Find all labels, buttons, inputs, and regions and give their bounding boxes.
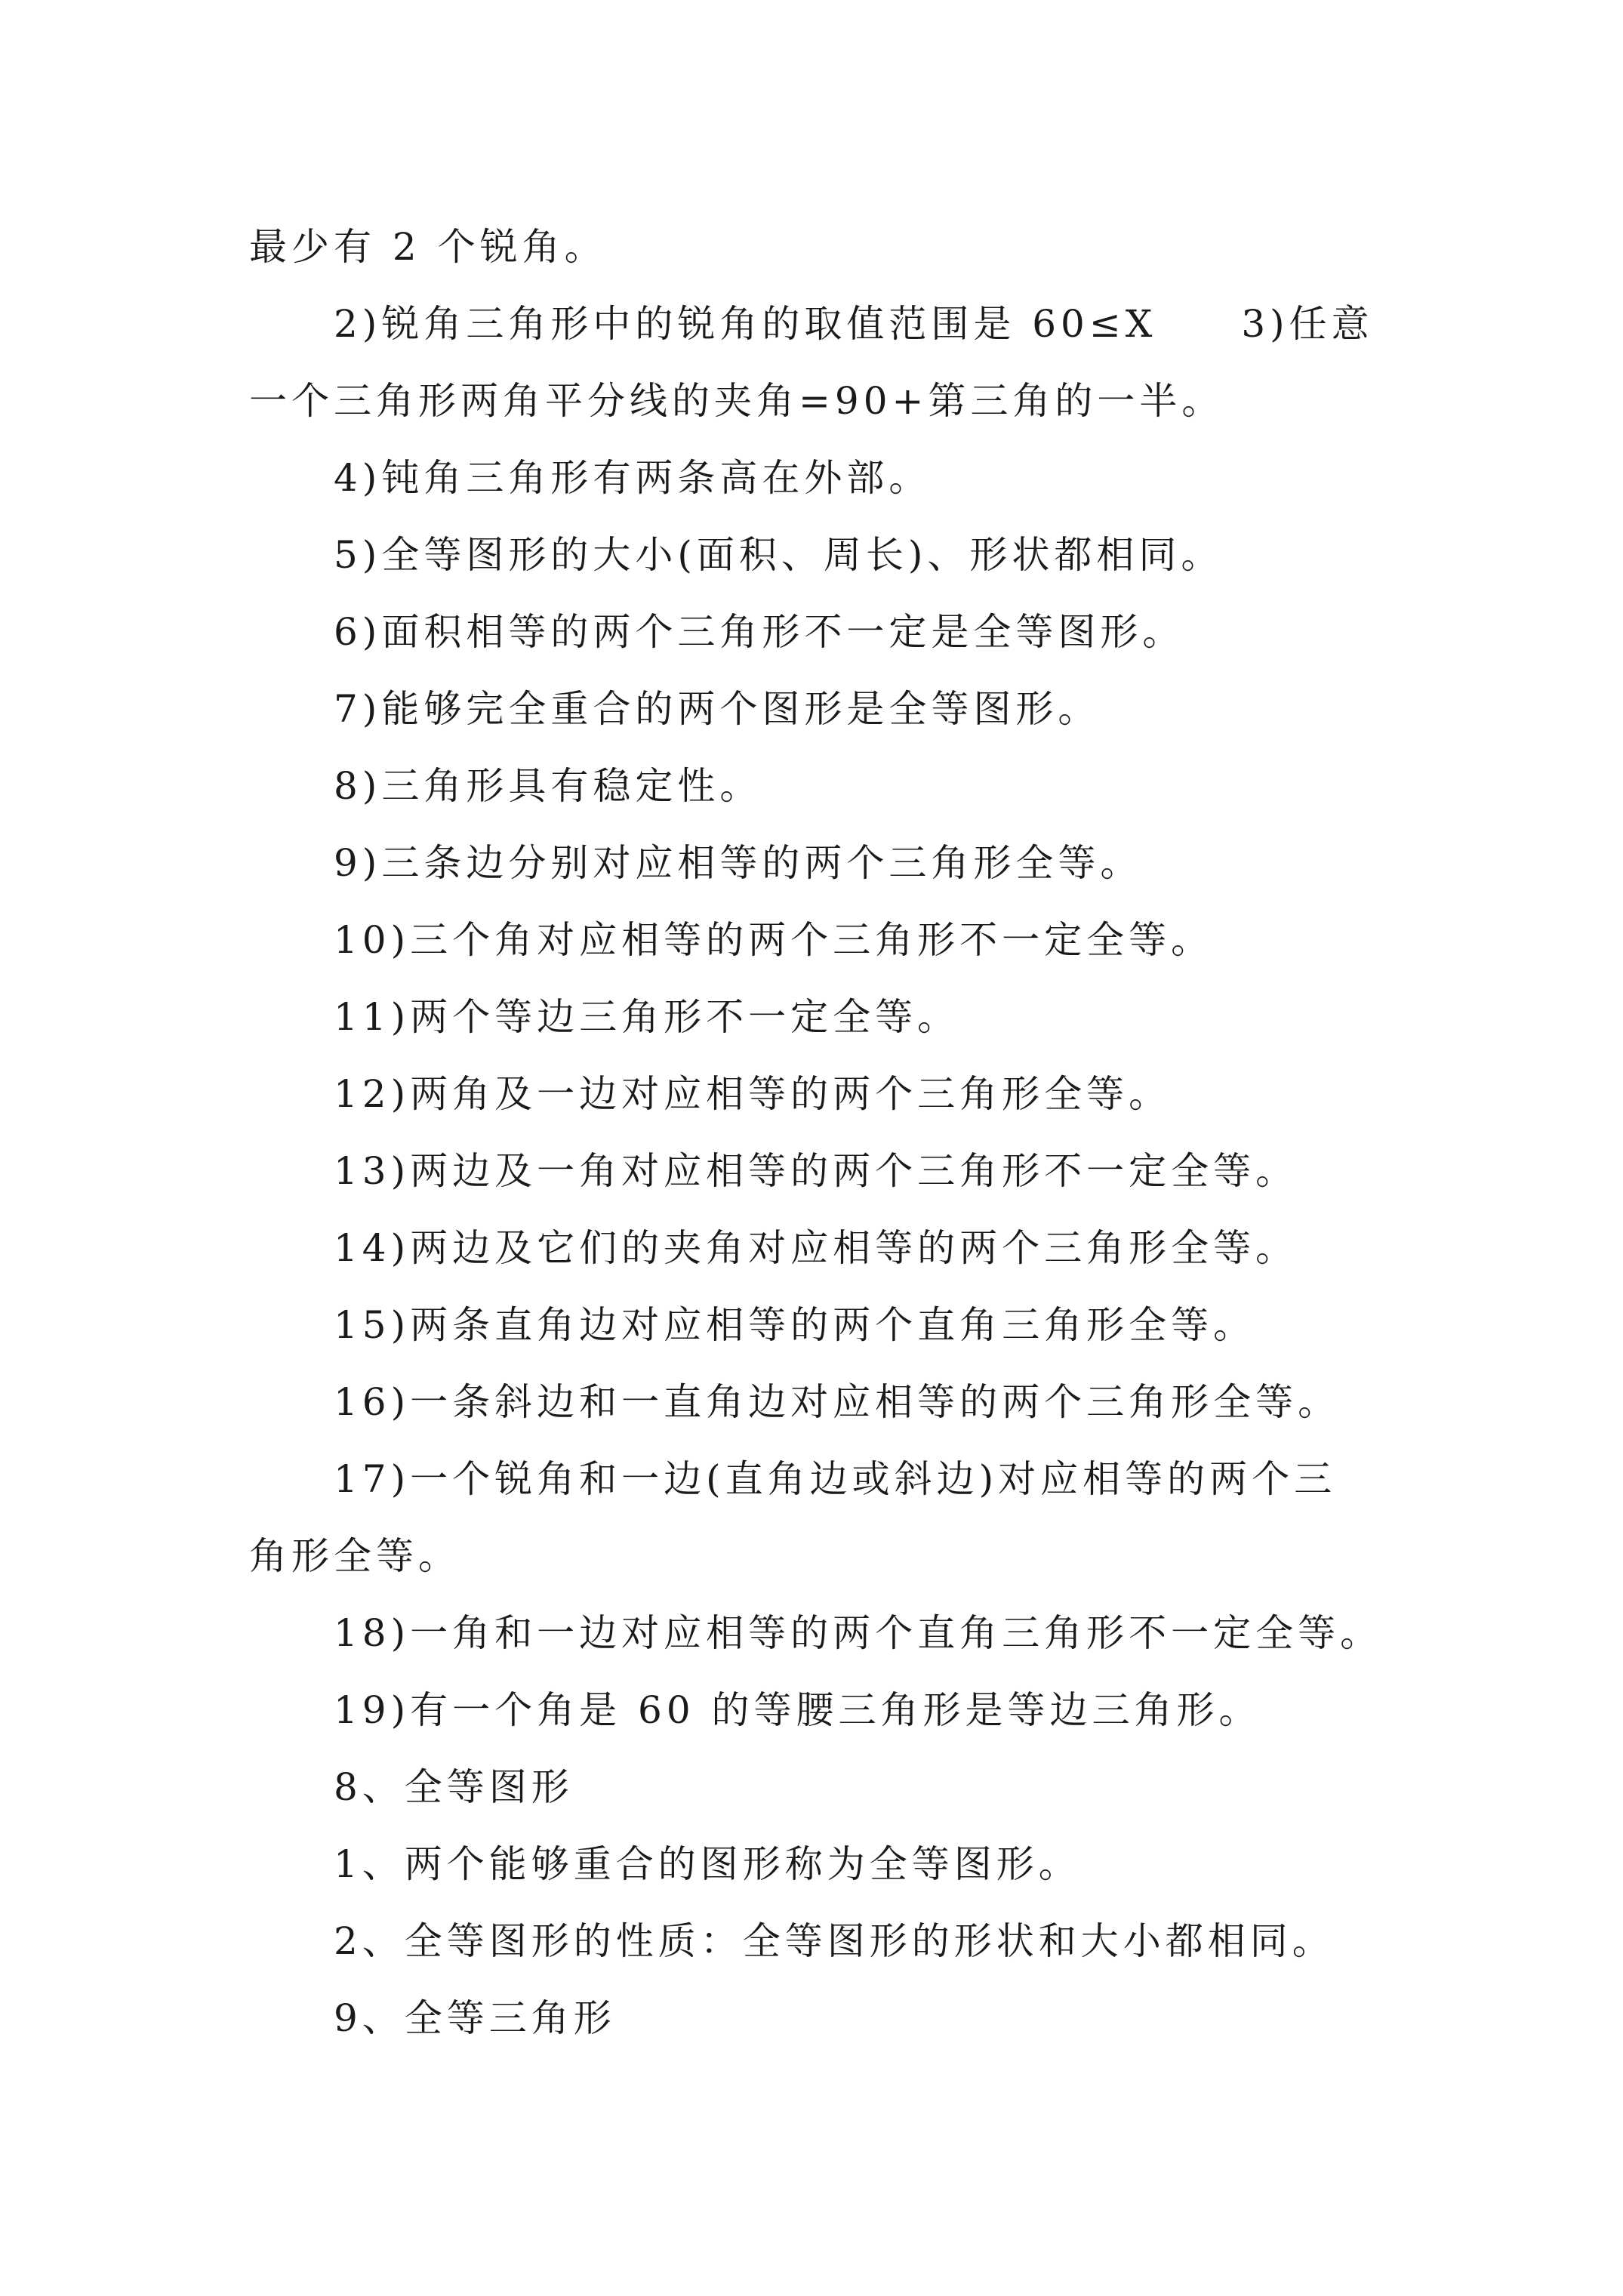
text-line: 17)一个锐角和一边(直角边或斜边)对应相等的两个三 [334, 1457, 1337, 1501]
text-line: 2)锐角三角形中的锐角的取值范围是 60≤X 3)任意 [334, 302, 1374, 346]
text-line: 14)两边及它们的夹角对应相等的两个三角形全等。 [334, 1226, 1298, 1270]
document-body [249, 208, 1404, 2057]
text-line: 4)钝角三角形有两条高在外部。 [334, 456, 932, 500]
text-line: 2、全等图形的性质：全等图形的形状和大小都相同。 [334, 1919, 1335, 1963]
text-line: 6)面积相等的两个三角形不一定是全等图形。 [334, 610, 1185, 654]
text-line: 18)一角和一边对应相等的两个直角三角形不一定全等。 [334, 1611, 1383, 1655]
text-line: 最少有 2 个锐角。 [249, 225, 607, 269]
text-line: 15)两条直角边对应相等的两个直角三角形全等。 [334, 1303, 1256, 1347]
text-line: 11)两个等边三角形不一定全等。 [334, 995, 960, 1039]
text-line: 10)三个角对应相等的两个三角形不一定全等。 [334, 918, 1214, 962]
text-line: 13)两边及一角对应相等的两个三角形不一定全等。 [334, 1149, 1298, 1193]
text-line: 9、全等三角形 [334, 1996, 616, 2040]
text-line: 8)三角形具有稳定性。 [334, 764, 762, 808]
text-line: 19)有一个角是 60 的等腰三角形是等边三角形。 [334, 1688, 1261, 1732]
text-line: 7)能够完全重合的两个图形是全等图形。 [334, 687, 1101, 731]
text-line: 5)全等图形的大小(面积、周长)、形状都相同。 [334, 533, 1224, 577]
text-line: 一个三角形两角平分线的夹角=90+第三角的一半。 [249, 379, 1224, 423]
text-line: 9)三条边分别对应相等的两个三角形全等。 [334, 841, 1143, 885]
text-line: 16)一条斜边和一直角边对应相等的两个三角形全等。 [334, 1380, 1341, 1424]
text-line: 8、全等图形 [334, 1765, 574, 1809]
text-line: 12)两角及一边对应相等的两个三角形全等。 [334, 1072, 1172, 1116]
text-line: 1、两个能够重合的图形称为全等图形。 [334, 1842, 1081, 1886]
text-line: 角形全等。 [249, 1534, 460, 1578]
